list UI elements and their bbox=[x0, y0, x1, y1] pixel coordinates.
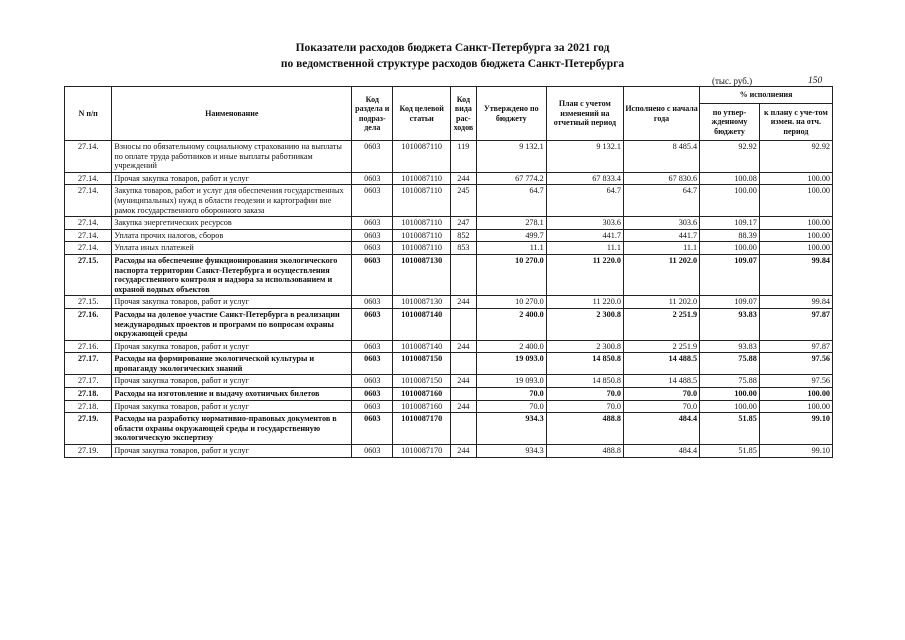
cell-pct-plan: 97.56 bbox=[759, 353, 832, 375]
table-row bbox=[65, 413, 833, 445]
cell-type-code: 244 bbox=[451, 375, 477, 388]
cell-num: 27.14. bbox=[65, 217, 112, 230]
cell-pct-plan: 100.00 bbox=[759, 185, 832, 217]
cell-pct-approved: 92.92 bbox=[700, 141, 760, 173]
cell-pct-plan: 100.00 bbox=[759, 242, 832, 255]
cell-plan: 441.7 bbox=[546, 229, 623, 242]
cell-type-code: 244 bbox=[451, 296, 477, 309]
cell-plan: 2 300.8 bbox=[546, 308, 623, 340]
cell-name: Прочая закупка товаров, работ и услуг bbox=[112, 445, 352, 458]
cell-executed: 67 830.6 bbox=[623, 172, 699, 185]
cell-type-code: 245 bbox=[451, 185, 477, 217]
header-executed: Исполнено с начала года bbox=[623, 87, 699, 141]
cell-num: 27.17. bbox=[65, 375, 112, 388]
cell-name: Расходы на обеспечение функционирования экологического паспорта территории Санкт-Петербурга и осуществления государственного контроля и надзора за использованием и охраной водных объектов bbox=[112, 254, 352, 295]
cell-section-code: 0603 bbox=[352, 400, 393, 413]
cell-approved: 499.7 bbox=[476, 229, 546, 242]
page-number: 150 bbox=[808, 76, 823, 86]
cell-approved: 934.3 bbox=[476, 445, 546, 458]
cell-num: 27.18. bbox=[65, 400, 112, 413]
cell-section-code: 0603 bbox=[352, 388, 393, 401]
cell-pct-plan: 99.10 bbox=[759, 413, 832, 445]
cell-type-code bbox=[451, 353, 477, 375]
table-row bbox=[65, 141, 833, 173]
table-row bbox=[65, 172, 833, 185]
cell-section-code: 0603 bbox=[352, 353, 393, 375]
cell-type-code: 244 bbox=[451, 445, 477, 458]
cell-plan: 70.0 bbox=[546, 400, 623, 413]
header-type-code: Код вида рас-ходов bbox=[451, 87, 477, 141]
cell-num: 27.14. bbox=[65, 172, 112, 185]
cell-num: 27.17. bbox=[65, 353, 112, 375]
cell-executed: 11 202.0 bbox=[623, 296, 699, 309]
cell-approved: 10 270.0 bbox=[476, 254, 546, 295]
table-row bbox=[65, 308, 833, 340]
header-section-code: Код раздела и подраз-дела bbox=[352, 87, 393, 141]
cell-type-code bbox=[451, 308, 477, 340]
cell-target-code: 1010087130 bbox=[393, 254, 451, 295]
cell-plan: 67 833.4 bbox=[546, 172, 623, 185]
cell-section-code: 0603 bbox=[352, 172, 393, 185]
cell-executed: 64.7 bbox=[623, 185, 699, 217]
cell-executed: 441.7 bbox=[623, 229, 699, 242]
header-name: Наименование bbox=[112, 87, 352, 141]
cell-target-code: 1010087170 bbox=[393, 445, 451, 458]
cell-pct-plan: 99.84 bbox=[759, 296, 832, 309]
cell-pct-approved: 100.00 bbox=[700, 242, 760, 255]
table-row bbox=[65, 400, 833, 413]
cell-plan: 14 850.8 bbox=[546, 375, 623, 388]
cell-pct-approved: 100.00 bbox=[700, 400, 760, 413]
cell-num: 27.15. bbox=[65, 296, 112, 309]
table-row bbox=[65, 375, 833, 388]
cell-name: Закупка энергетических ресурсов bbox=[112, 217, 352, 230]
cell-type-code: 852 bbox=[451, 229, 477, 242]
cell-executed: 11 202.0 bbox=[623, 254, 699, 295]
table-row bbox=[65, 229, 833, 242]
cell-num: 27.18. bbox=[65, 388, 112, 401]
cell-approved: 9 132.1 bbox=[476, 141, 546, 173]
cell-section-code: 0603 bbox=[352, 254, 393, 295]
unit-label: (тыс. руб.) bbox=[712, 76, 753, 86]
cell-executed: 14 488.5 bbox=[623, 353, 699, 375]
cell-approved: 2 400.0 bbox=[476, 340, 546, 353]
cell-executed: 11.1 bbox=[623, 242, 699, 255]
cell-target-code: 1010087110 bbox=[393, 217, 451, 230]
cell-executed: 14 488.5 bbox=[623, 375, 699, 388]
cell-pct-approved: 109.07 bbox=[700, 254, 760, 295]
cell-approved: 70.0 bbox=[476, 400, 546, 413]
cell-num: 27.14. bbox=[65, 141, 112, 173]
cell-target-code: 1010087110 bbox=[393, 242, 451, 255]
cell-approved: 10 270.0 bbox=[476, 296, 546, 309]
cell-target-code: 1010087110 bbox=[393, 141, 451, 173]
cell-name: Расходы на разработку нормативно-правовых документов в области охраны окружающей среды и государственную экологическую экспертизу bbox=[112, 413, 352, 445]
cell-pct-plan: 99.10 bbox=[759, 445, 832, 458]
cell-name: Уплата иных платежей bbox=[112, 242, 352, 255]
cell-section-code: 0603 bbox=[352, 242, 393, 255]
cell-num: 27.14. bbox=[65, 242, 112, 255]
cell-plan: 488.8 bbox=[546, 445, 623, 458]
cell-plan: 70.0 bbox=[546, 388, 623, 401]
cell-executed: 2 251.9 bbox=[623, 308, 699, 340]
cell-section-code: 0603 bbox=[352, 413, 393, 445]
cell-name: Прочая закупка товаров, работ и услуг bbox=[112, 375, 352, 388]
cell-section-code: 0603 bbox=[352, 375, 393, 388]
cell-num: 27.15. bbox=[65, 254, 112, 295]
cell-target-code: 1010087140 bbox=[393, 308, 451, 340]
cell-name: Расходы на формирование экологической культуры и пропаганду экологических знаний bbox=[112, 353, 352, 375]
cell-type-code bbox=[451, 413, 477, 445]
cell-section-code: 0603 bbox=[352, 217, 393, 230]
cell-type-code: 244 bbox=[451, 340, 477, 353]
cell-name: Прочая закупка товаров, работ и услуг bbox=[112, 340, 352, 353]
document-title: Показатели расходов бюджета Санкт-Петербурга за 2021 год bbox=[295, 42, 610, 54]
cell-pct-plan: 99.84 bbox=[759, 254, 832, 295]
cell-pct-approved: 88.39 bbox=[700, 229, 760, 242]
cell-name: Уплата прочих налогов, сборов bbox=[112, 229, 352, 242]
cell-plan: 14 850.8 bbox=[546, 353, 623, 375]
cell-num: 27.19. bbox=[65, 445, 112, 458]
cell-approved: 2 400.0 bbox=[476, 308, 546, 340]
cell-pct-plan: 100.00 bbox=[759, 400, 832, 413]
cell-executed: 303.6 bbox=[623, 217, 699, 230]
cell-plan: 11 220.0 bbox=[546, 296, 623, 309]
cell-pct-approved: 51.85 bbox=[700, 413, 760, 445]
cell-name: Прочая закупка товаров, работ и услуг bbox=[112, 296, 352, 309]
cell-plan: 488.8 bbox=[546, 413, 623, 445]
cell-num: 27.14. bbox=[65, 185, 112, 217]
cell-type-code: 853 bbox=[451, 242, 477, 255]
cell-type-code bbox=[451, 388, 477, 401]
table-row bbox=[65, 217, 833, 230]
cell-plan: 9 132.1 bbox=[546, 141, 623, 173]
cell-name: Прочая закупка товаров, работ и услуг bbox=[112, 400, 352, 413]
cell-target-code: 1010087150 bbox=[393, 375, 451, 388]
cell-type-code: 244 bbox=[451, 400, 477, 413]
cell-pct-plan: 100.00 bbox=[759, 172, 832, 185]
cell-type-code: 119 bbox=[451, 141, 477, 173]
cell-pct-plan: 97.87 bbox=[759, 340, 832, 353]
table-row bbox=[65, 242, 833, 255]
cell-executed: 70.0 bbox=[623, 400, 699, 413]
cell-pct-approved: 93.83 bbox=[700, 340, 760, 353]
cell-plan: 64.7 bbox=[546, 185, 623, 217]
cell-num: 27.14. bbox=[65, 229, 112, 242]
cell-type-code bbox=[451, 254, 477, 295]
cell-pct-approved: 100.00 bbox=[700, 388, 760, 401]
table-row bbox=[65, 445, 833, 458]
cell-target-code: 1010087160 bbox=[393, 388, 451, 401]
cell-target-code: 1010087110 bbox=[393, 172, 451, 185]
cell-target-code: 1010087140 bbox=[393, 340, 451, 353]
cell-approved: 64.7 bbox=[476, 185, 546, 217]
cell-executed: 2 251.9 bbox=[623, 340, 699, 353]
cell-section-code: 0603 bbox=[352, 340, 393, 353]
header-num: N п/п bbox=[65, 87, 112, 141]
cell-pct-plan: 97.87 bbox=[759, 308, 832, 340]
cell-pct-plan: 100.00 bbox=[759, 229, 832, 242]
cell-pct-plan: 97.56 bbox=[759, 375, 832, 388]
cell-approved: 19 093.0 bbox=[476, 353, 546, 375]
cell-pct-approved: 75.88 bbox=[700, 353, 760, 375]
table-row bbox=[65, 185, 833, 217]
cell-executed: 484.4 bbox=[623, 413, 699, 445]
cell-section-code: 0603 bbox=[352, 445, 393, 458]
header-plan: План с учетом изменений на отчетный период bbox=[546, 87, 623, 141]
cell-approved: 278.1 bbox=[476, 217, 546, 230]
cell-pct-approved: 51.85 bbox=[700, 445, 760, 458]
header-target-code: Код целевой статьи bbox=[393, 87, 451, 141]
cell-section-code: 0603 bbox=[352, 308, 393, 340]
cell-num: 27.16. bbox=[65, 308, 112, 340]
cell-executed: 484.4 bbox=[623, 445, 699, 458]
cell-target-code: 1010087150 bbox=[393, 353, 451, 375]
cell-approved: 934.3 bbox=[476, 413, 546, 445]
table-body bbox=[65, 141, 833, 458]
table-row bbox=[65, 296, 833, 309]
expenditure-table bbox=[64, 86, 833, 458]
cell-name: Расходы на долевое участие Санкт-Петербурга в реализации международных проектов и программ по вопросам охраны окружающей среды bbox=[112, 308, 352, 340]
cell-name: Взносы по обязательному социальному страхованию на выплаты по оплате труда работников и иные выплаты работникам учреждений bbox=[112, 141, 352, 173]
cell-approved: 11.1 bbox=[476, 242, 546, 255]
cell-approved: 70.0 bbox=[476, 388, 546, 401]
table-row bbox=[65, 254, 833, 295]
cell-type-code: 244 bbox=[451, 172, 477, 185]
cell-pct-plan: 100.00 bbox=[759, 217, 832, 230]
cell-num: 27.16. bbox=[65, 340, 112, 353]
header-approved: Утверждено по бюджету bbox=[476, 87, 546, 141]
cell-target-code: 1010087130 bbox=[393, 296, 451, 309]
cell-target-code: 1010087110 bbox=[393, 229, 451, 242]
cell-executed: 8 485.4 bbox=[623, 141, 699, 173]
cell-approved: 19 093.0 bbox=[476, 375, 546, 388]
cell-section-code: 0603 bbox=[352, 229, 393, 242]
cell-section-code: 0603 bbox=[352, 185, 393, 217]
cell-pct-approved: 109.17 bbox=[700, 217, 760, 230]
cell-name: Закупка товаров, работ и услуг для обеспечения государственных (муниципальных) нужд в области геодезии и картографии вне рамок государственного оборонного заказа bbox=[112, 185, 352, 217]
header-pct-group: % исполнения bbox=[700, 87, 833, 104]
header-pct-plan: к плану с уче-том измен. на отч. период bbox=[759, 104, 832, 141]
cell-section-code: 0603 bbox=[352, 296, 393, 309]
table-row bbox=[65, 388, 833, 401]
cell-name: Прочая закупка товаров, работ и услуг bbox=[112, 172, 352, 185]
cell-target-code: 1010087110 bbox=[393, 185, 451, 217]
cell-num: 27.19. bbox=[65, 413, 112, 445]
cell-target-code: 1010087170 bbox=[393, 413, 451, 445]
cell-pct-approved: 100.00 bbox=[700, 185, 760, 217]
cell-executed: 70.0 bbox=[623, 388, 699, 401]
cell-approved: 67 774.2 bbox=[476, 172, 546, 185]
cell-pct-approved: 93.83 bbox=[700, 308, 760, 340]
cell-plan: 2 300.8 bbox=[546, 340, 623, 353]
cell-pct-approved: 109.07 bbox=[700, 296, 760, 309]
document-subtitle: по ведомственной структуре расходов бюджета Санкт-Петербурга bbox=[280, 58, 625, 70]
cell-pct-approved: 75.88 bbox=[700, 375, 760, 388]
cell-name: Расходы на изготовление и выдачу охотничьих билетов bbox=[112, 388, 352, 401]
cell-section-code: 0603 bbox=[352, 141, 393, 173]
table-row bbox=[65, 353, 833, 375]
cell-plan: 11.1 bbox=[546, 242, 623, 255]
cell-plan: 11 220.0 bbox=[546, 254, 623, 295]
cell-plan: 303.6 bbox=[546, 217, 623, 230]
cell-pct-approved: 100.08 bbox=[700, 172, 760, 185]
cell-type-code: 247 bbox=[451, 217, 477, 230]
header-pct-approved: по утвер-жденному бюджету bbox=[700, 104, 760, 141]
cell-pct-plan: 92.92 bbox=[759, 141, 832, 173]
table-row bbox=[65, 340, 833, 353]
cell-pct-plan: 100.00 bbox=[759, 388, 832, 401]
cell-target-code: 1010087160 bbox=[393, 400, 451, 413]
